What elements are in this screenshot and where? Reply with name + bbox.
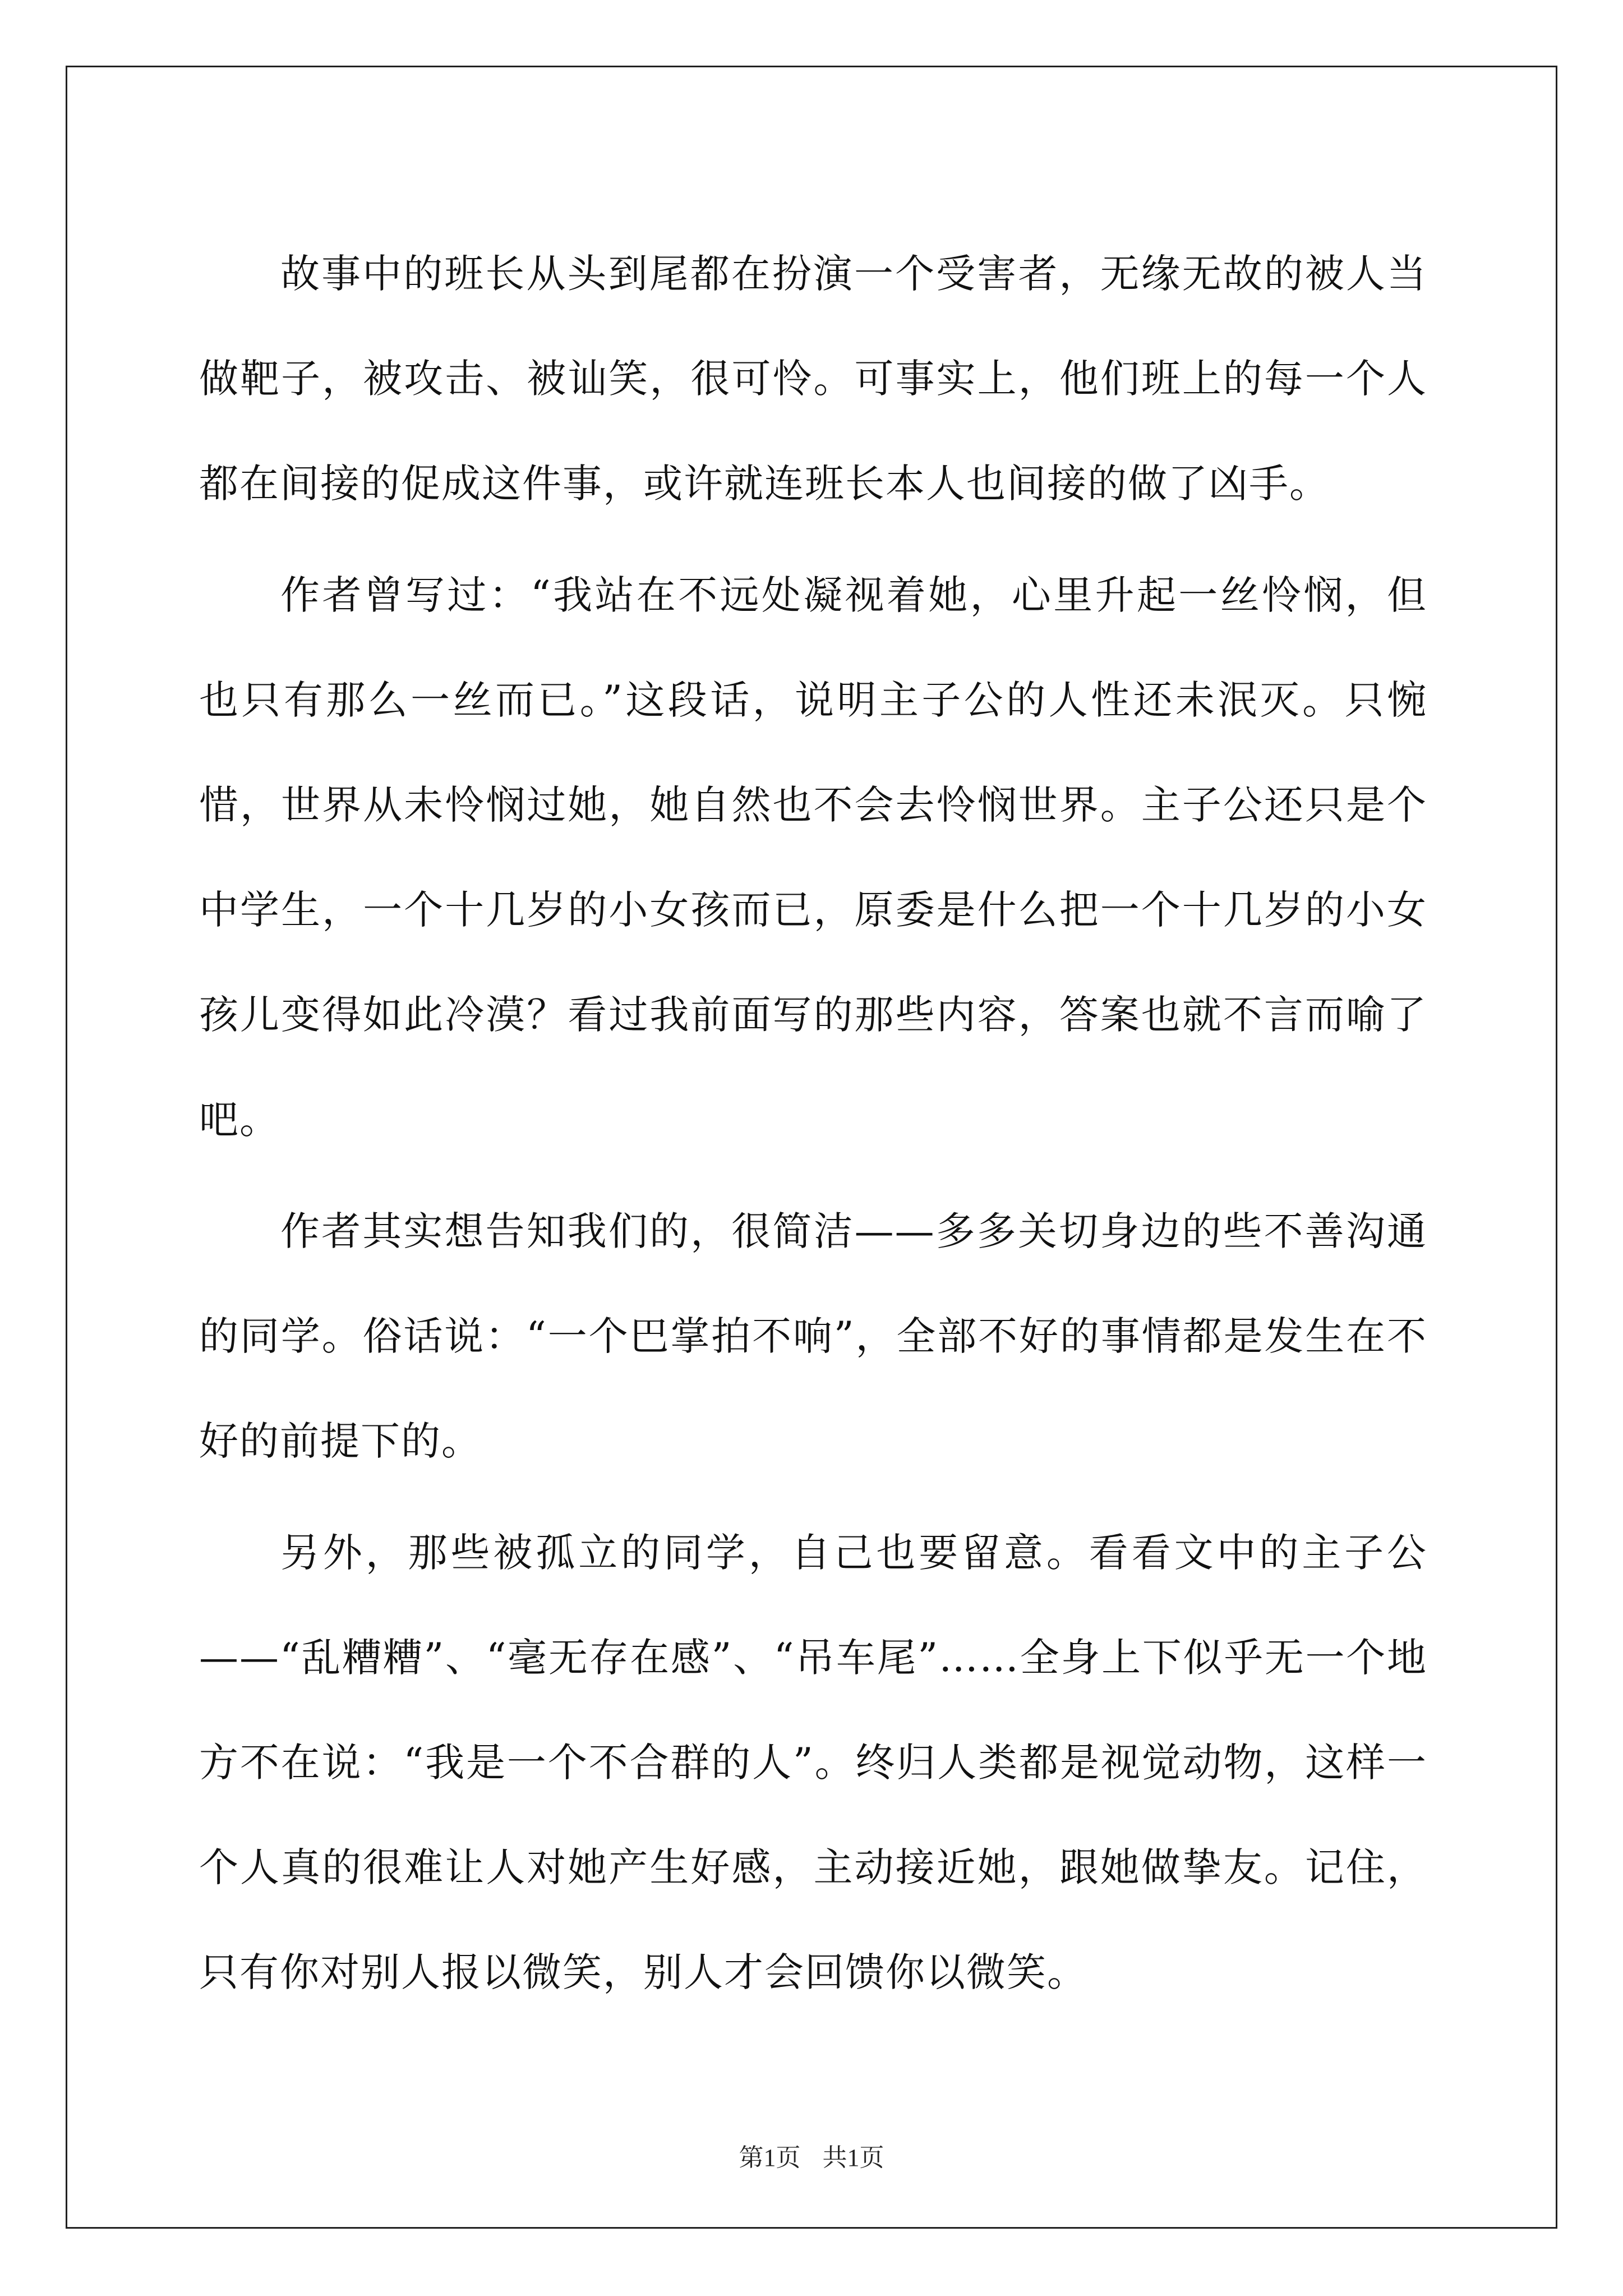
page-total: 共1页 [822, 2144, 884, 2171]
page-number: 第1页 [739, 2144, 801, 2171]
paragraph-4: 另外，那些被孤立的同学，自己也要留意。看看文中的主子公——“乱糟糟”、“毫无存在感”、“吊车尾”……全身上下似乎无一个地方不在说：“我是一个不合群的人”。终归人类都是视觉动物，这样一个人真的很难让人对她产生好感，主动接近她，跟她做挚友。记住，只有你对别人报以微笑，别人才会回馈你以微笑。 [199, 1530, 1427, 1995]
paragraph-2: 作者曾写过：“我站在不远处凝视着她，心里升起一丝怜悯，但也只有那么一丝而已。”这段话，说明主子公的人性还未泯灭。只惋惜，世界从未怜悯过她，她自然也不会去怜悯世界。主子公还只是个中学生，一个十几岁的小女孩而已，原委是什么把一个十几岁的小女孩儿变得如此冷漠？看过我前面写的那些内容，答案也就不言而喻了吧。 [199, 572, 1427, 1143]
page-footer [0, 2137, 1623, 2173]
paragraph-1: 故事中的班长从头到尾都在扮演一个受害者，无缘无故的被人当做靶子，被攻击、被讪笑，很可怜。可事实上，他们班上的每一个人都在间接的促成这件事，或许就连班长本人也间接的做了凶手。 [199, 251, 1427, 507]
document-body [199, 222, 1427, 2032]
paragraph-3: 作者其实想告知我们的，很简洁——多多关切身边的些不善沟通的同学。俗话说：“一个巴掌拍不响”，全部不好的事情都是发生在不好的前提下的。 [199, 1208, 1427, 1464]
